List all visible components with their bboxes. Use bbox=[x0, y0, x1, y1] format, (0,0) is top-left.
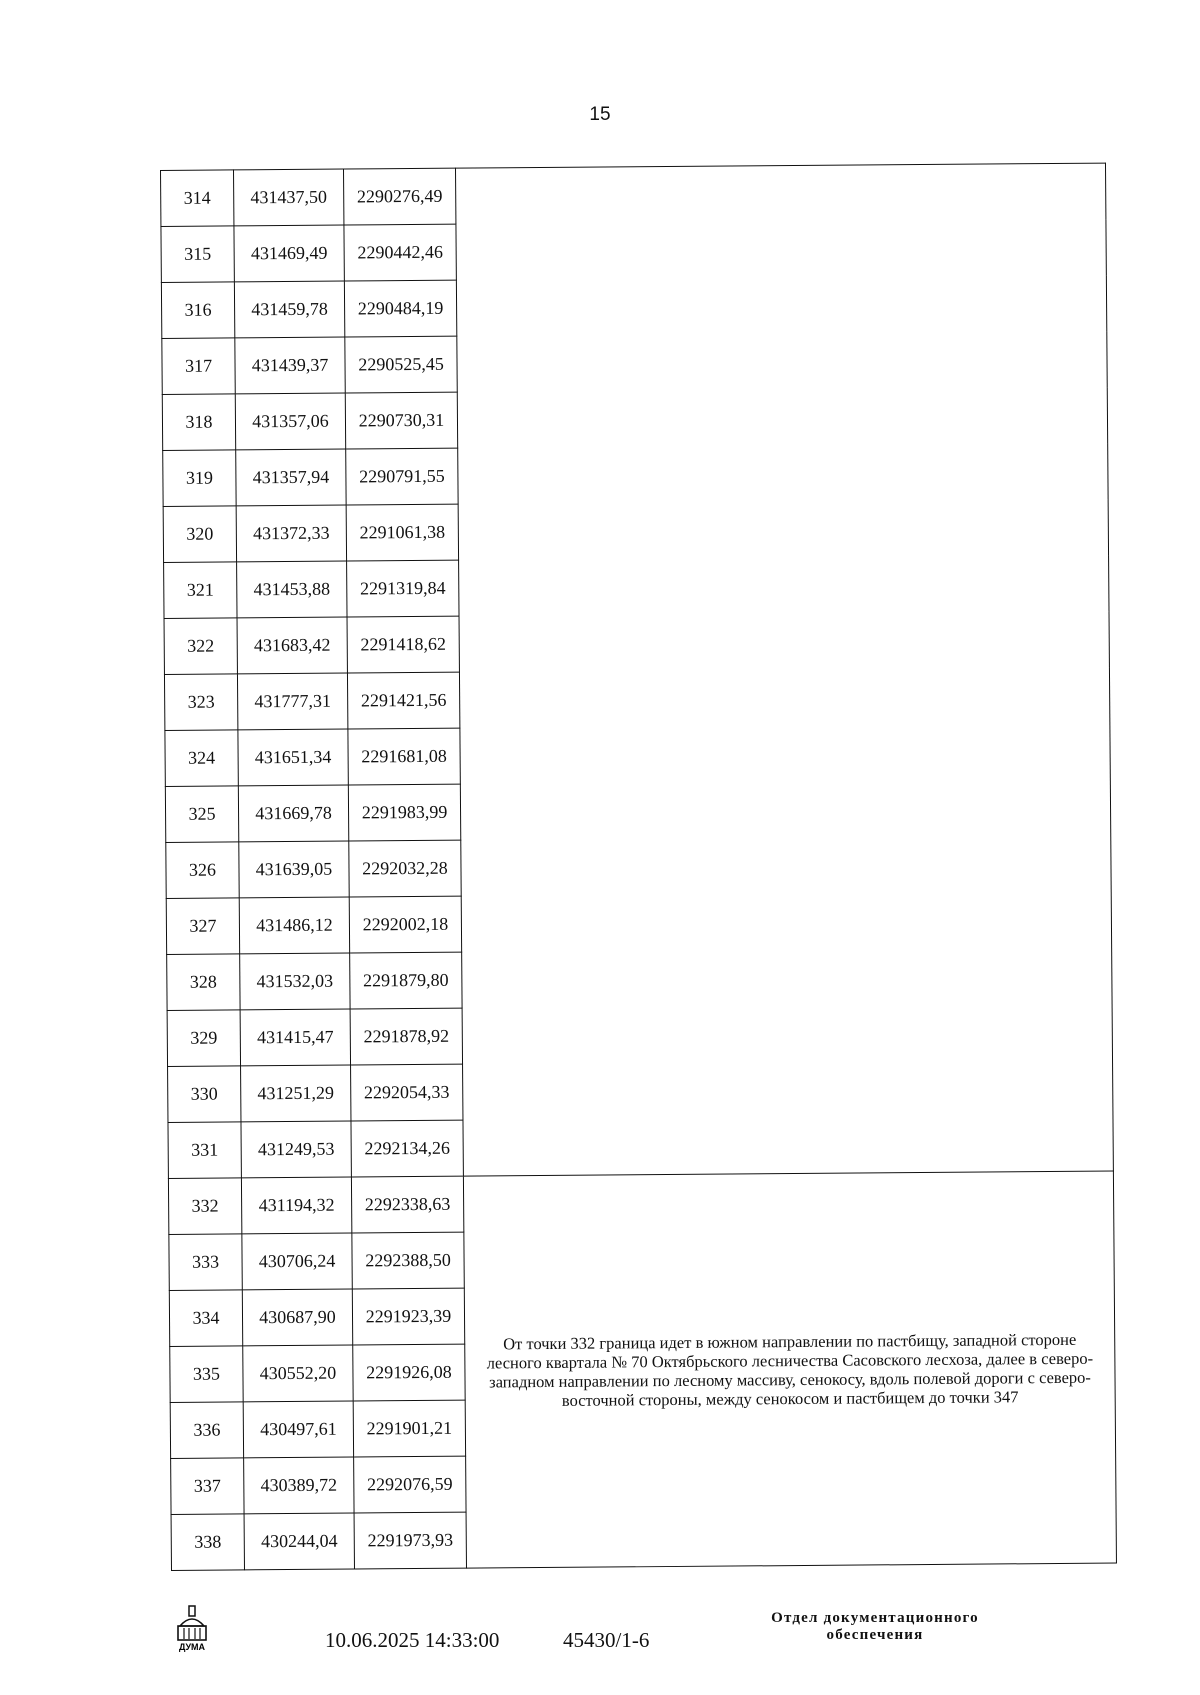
point-number-cell: 336 bbox=[170, 1402, 243, 1459]
y-coordinate-cell: 2292134,26 bbox=[351, 1120, 463, 1177]
point-number-cell: 330 bbox=[168, 1066, 241, 1123]
y-coordinate-cell: 2291061,38 bbox=[346, 504, 458, 561]
x-coordinate-cell: 431453,88 bbox=[237, 561, 347, 618]
y-coordinate-cell: 2292388,50 bbox=[352, 1232, 464, 1289]
table-row bbox=[161, 163, 1106, 226]
x-coordinate-cell: 431372,33 bbox=[236, 505, 346, 562]
y-coordinate-cell: 2291319,84 bbox=[347, 560, 459, 617]
x-coordinate-cell: 431357,94 bbox=[236, 449, 346, 506]
point-number-cell: 318 bbox=[162, 394, 235, 451]
point-number-cell: 334 bbox=[169, 1290, 242, 1347]
boundary-description-cell: От точки 332 граница идет в южном направлении по пастбищу, западной стороне лесного квартала № 70 Октябрьского лесничества Сасовского лесхоза, далее в северо-западном направлении по лесному массиву, сенокосу, вдоль полевой дороги с северо-восточной стороны, между сенокосом и пастбищем до точки 347 bbox=[463, 1171, 1116, 1568]
x-coordinate-cell: 431357,06 bbox=[235, 393, 345, 450]
point-number-cell: 329 bbox=[167, 1010, 240, 1067]
x-coordinate-cell: 431532,03 bbox=[240, 953, 350, 1010]
x-coordinate-cell: 430552,20 bbox=[243, 1345, 353, 1402]
point-number-cell: 337 bbox=[171, 1458, 244, 1515]
department-line-2: обеспечения bbox=[826, 1627, 924, 1643]
duma-logo-icon bbox=[172, 1604, 212, 1654]
y-coordinate-cell: 2292338,63 bbox=[351, 1176, 463, 1233]
y-coordinate-cell: 2292076,59 bbox=[354, 1456, 466, 1513]
point-number-cell: 324 bbox=[165, 730, 238, 787]
boundary-coordinates-table bbox=[160, 163, 1117, 1571]
x-coordinate-cell: 431439,37 bbox=[235, 337, 345, 394]
point-number-cell: 333 bbox=[169, 1234, 242, 1291]
x-coordinate-cell: 431486,12 bbox=[239, 897, 349, 954]
y-coordinate-cell: 2290484,19 bbox=[344, 280, 456, 337]
y-coordinate-cell: 2290276,49 bbox=[343, 168, 455, 225]
y-coordinate-cell: 2291983,99 bbox=[348, 784, 460, 841]
x-coordinate-cell: 431669,78 bbox=[238, 785, 348, 842]
x-coordinate-cell: 431251,29 bbox=[241, 1065, 351, 1122]
y-coordinate-cell: 2290525,45 bbox=[345, 336, 457, 393]
x-coordinate-cell: 431437,50 bbox=[234, 169, 344, 226]
point-number-cell: 326 bbox=[166, 842, 239, 899]
logo-text: ДУМА bbox=[178, 1642, 206, 1652]
y-coordinate-cell: 2291421,56 bbox=[347, 672, 459, 729]
y-coordinate-cell: 2292032,28 bbox=[349, 840, 461, 897]
point-number-cell: 323 bbox=[164, 674, 237, 731]
point-number-cell: 314 bbox=[161, 170, 234, 227]
x-coordinate-cell: 430389,72 bbox=[244, 1457, 354, 1514]
department-line-1: Отдел документационного bbox=[771, 1610, 979, 1626]
x-coordinate-cell: 430687,90 bbox=[242, 1289, 352, 1346]
y-coordinate-cell: 2291901,21 bbox=[353, 1400, 465, 1457]
footer-timestamp: 10.06.2025 14:33:00 bbox=[325, 1628, 500, 1652]
point-number-cell: 338 bbox=[171, 1514, 244, 1571]
point-number-cell: 331 bbox=[168, 1122, 241, 1179]
y-coordinate-cell: 2291973,93 bbox=[354, 1512, 466, 1569]
y-coordinate-cell: 2291926,08 bbox=[353, 1344, 465, 1401]
x-coordinate-cell: 431194,32 bbox=[241, 1177, 351, 1234]
x-coordinate-cell: 431249,53 bbox=[241, 1121, 351, 1178]
x-coordinate-cell: 431415,47 bbox=[240, 1009, 350, 1066]
y-coordinate-cell: 2292054,33 bbox=[351, 1064, 463, 1121]
footer-doc-number: 45430/1-6 bbox=[563, 1628, 650, 1652]
point-number-cell: 327 bbox=[166, 898, 239, 955]
table-row bbox=[168, 1171, 1113, 1234]
x-coordinate-cell: 431683,42 bbox=[237, 617, 347, 674]
y-coordinate-cell: 2291418,62 bbox=[347, 616, 459, 673]
x-coordinate-cell: 430706,24 bbox=[242, 1233, 352, 1290]
y-coordinate-cell: 2291878,92 bbox=[350, 1008, 462, 1065]
x-coordinate-cell: 431469,49 bbox=[234, 225, 344, 282]
x-coordinate-cell: 431639,05 bbox=[239, 841, 349, 898]
x-coordinate-cell: 430244,04 bbox=[244, 1513, 354, 1570]
y-coordinate-cell: 2291681,08 bbox=[348, 728, 460, 785]
point-number-cell: 321 bbox=[164, 562, 237, 619]
y-coordinate-cell: 2291879,80 bbox=[350, 952, 462, 1009]
point-number-cell: 315 bbox=[161, 226, 234, 283]
point-number-cell: 319 bbox=[163, 450, 236, 507]
y-coordinate-cell: 2290791,55 bbox=[346, 448, 458, 505]
point-number-cell: 316 bbox=[161, 282, 234, 339]
y-coordinate-cell: 2291923,39 bbox=[352, 1288, 464, 1345]
point-number-cell: 322 bbox=[164, 618, 237, 675]
point-number-cell: 332 bbox=[168, 1178, 241, 1235]
x-coordinate-cell: 430497,61 bbox=[243, 1401, 353, 1458]
point-number-cell: 325 bbox=[165, 786, 238, 843]
x-coordinate-cell: 431459,78 bbox=[234, 281, 344, 338]
point-number-cell: 320 bbox=[163, 506, 236, 563]
description-cell-empty bbox=[455, 163, 1113, 1176]
y-coordinate-cell: 2292002,18 bbox=[349, 896, 461, 953]
y-coordinate-cell: 2290730,31 bbox=[345, 392, 457, 449]
point-number-cell: 335 bbox=[170, 1346, 243, 1403]
footer-department bbox=[730, 1610, 1020, 1644]
point-number-cell: 317 bbox=[162, 338, 235, 395]
page-number: 15 bbox=[589, 104, 611, 125]
x-coordinate-cell: 431777,31 bbox=[237, 673, 347, 730]
x-coordinate-cell: 431651,34 bbox=[238, 729, 348, 786]
y-coordinate-cell: 2290442,46 bbox=[344, 224, 456, 281]
point-number-cell: 328 bbox=[167, 954, 240, 1011]
